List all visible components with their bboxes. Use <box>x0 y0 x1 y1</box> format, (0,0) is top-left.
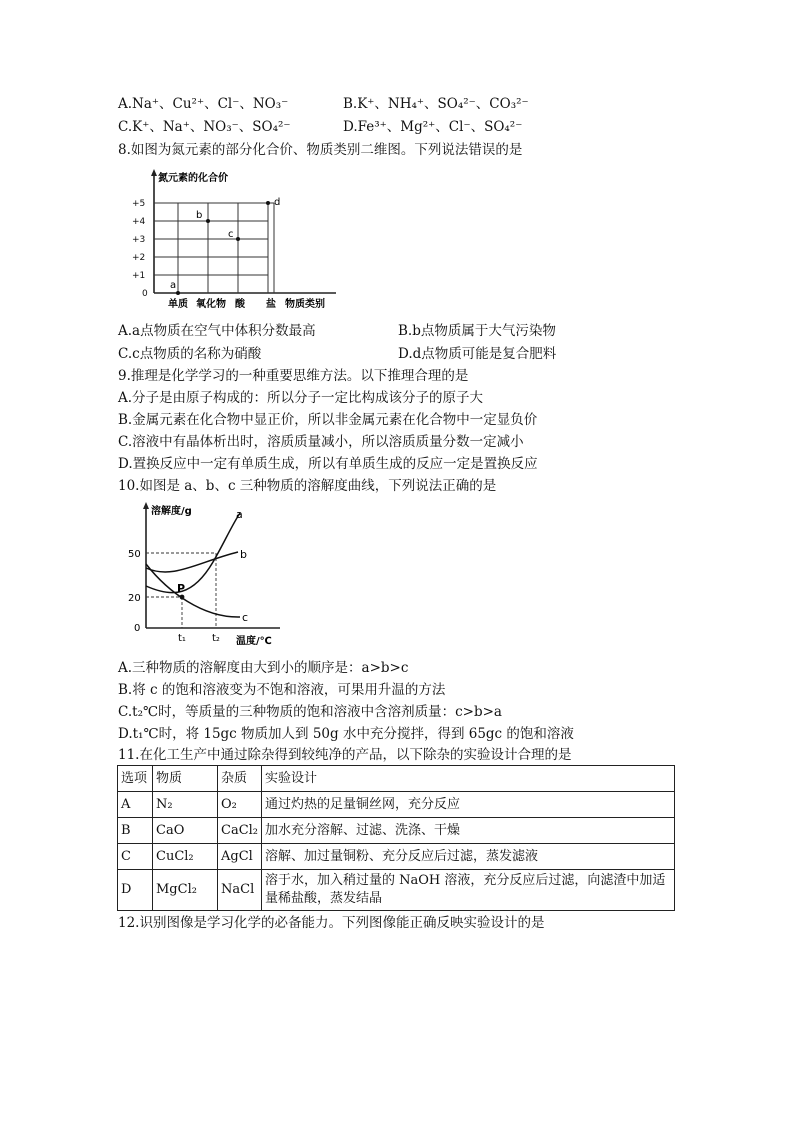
q8-xlabel: 物质类别 <box>285 299 325 310</box>
q8-point-b <box>206 219 210 223</box>
q10-curve-b <box>146 552 238 572</box>
q8-ytick: +2 <box>132 253 146 263</box>
q8-point-label-c: c <box>228 229 234 240</box>
q8-xtick: 单质 <box>168 299 188 310</box>
q8-ytick: +3 <box>132 235 146 245</box>
q10-point-label-p: P <box>177 582 186 595</box>
q10-point-p <box>180 595 185 600</box>
q10-xlabel: 温度/℃ <box>236 636 272 647</box>
q10-curve-label-c: c <box>242 611 249 624</box>
q7-option-c: C.K⁺、Na⁺、NO₃⁻、SO₄²⁻ <box>118 119 291 135</box>
table-cell: 溶解、加过量铜粉、充分反应后过滤，蒸发滤液 <box>262 844 675 870</box>
table-cell: AgCl <box>218 844 262 870</box>
q10-ytick: 0 <box>134 623 141 634</box>
q9-option-c: C.溶液中有晶体析出时，溶质质量减小，所以溶质质量分数一定减小 <box>118 434 524 450</box>
q9-option-d: D.置换反应中一定有单质生成，所以有单质生成的反应一定是置换反应 <box>118 456 538 472</box>
table-header: 实验设计 <box>262 766 675 792</box>
q10-option-a: A.三种物质的溶解度由大到小的顺序是：a>b>c <box>118 660 409 676</box>
q8-point-label-a: a <box>170 280 177 291</box>
q10-stem: 10.如图是 a、b、c 三种物质的溶解度曲线，下列说法正确的是 <box>118 478 497 494</box>
table-cell: O₂ <box>218 792 262 818</box>
q10-option-b: B.将 c 的饱和溶液变为不饱和溶液，可果用升温的方法 <box>118 682 446 698</box>
q10-curve-label-b: b <box>240 548 247 561</box>
table-cell: 通过灼热的足量铜丝网，充分反应 <box>262 792 675 818</box>
q11-stem: 11.在化工生产中通过除杂得到较纯净的产品，以下除杂的实验设计合理的是 <box>118 747 572 763</box>
q8-ytick: 0 <box>142 289 148 299</box>
q8-option-a: A.a点物质在空气中体积分数最高 <box>118 323 316 339</box>
q8-valence-chart <box>118 165 348 310</box>
q8-point-label-d: d <box>274 197 281 208</box>
q10-option-d: D.t₁℃时，将 15gc 物质加人到 50g 水中充分搅拌，得到 65gc 的饱和溶液 <box>118 726 574 742</box>
table-header: 杂质 <box>218 766 262 792</box>
q7-option-d: D.Fe³⁺、Mg²⁺、Cl⁻、SO₄²⁻ <box>343 119 523 135</box>
q8-xtick: 盐 <box>266 299 276 310</box>
table-header: 选项 <box>118 766 153 792</box>
q8-xtick: 酸 <box>235 299 245 310</box>
table-row <box>118 870 675 911</box>
table-row <box>118 792 675 818</box>
table-cell: 加水充分溶解、过滤、洗涤、干燥 <box>262 818 675 844</box>
q8-ylabel: 氮元素的化合价 <box>158 173 228 184</box>
q8-stem: 8.如图为氮元素的部分化合价、物质类别二维图。下列说法错误的是 <box>118 142 523 158</box>
q8-ytick: +5 <box>132 199 146 209</box>
table-cell: CaCl₂ <box>218 818 262 844</box>
table-cell: A <box>118 792 153 818</box>
table-cell: D <box>118 870 153 911</box>
q8-option-d: D.d点物质可能是复合肥料 <box>398 346 557 362</box>
q10-xtick: t₂ <box>212 633 220 644</box>
table-cell: C <box>118 844 153 870</box>
q8-option-b: B.b点物质属于大气污染物 <box>398 323 556 339</box>
table-cell: CaO <box>153 818 218 844</box>
q8-point-d <box>266 201 270 205</box>
table-cell: B <box>118 818 153 844</box>
table-header: 物质 <box>153 766 218 792</box>
q8-ytick: +4 <box>132 217 146 227</box>
table-row <box>118 844 675 870</box>
table-cell: N₂ <box>153 792 218 818</box>
table-cell: NaCl <box>218 870 262 911</box>
q9-stem: 9.推理是化学学习的一种重要思维方法。以下推理合理的是 <box>118 368 469 384</box>
q8-ytick: +1 <box>132 271 146 281</box>
table-cell: CuCl₂ <box>153 844 218 870</box>
q10-ytick: 20 <box>128 593 141 604</box>
q9-option-b: B.金属元素在化合物中显正价，所以非金属元素在化合物中一定显负价 <box>118 412 538 428</box>
q10-curve-label-a: a <box>236 508 243 521</box>
q11-table <box>117 765 675 911</box>
q9-option-a: A.分子是由原子构成的：所以分子一定比构成该分子的原子大 <box>118 390 484 406</box>
q8-point-a <box>176 291 180 295</box>
q10-ytick: 50 <box>128 549 141 560</box>
q8-option-c: C.c点物质的名称为硝酸 <box>118 346 262 362</box>
q7-option-a: A.Na⁺、Cu²⁺、Cl⁻、NO₃⁻ <box>118 96 289 112</box>
table-cell: 溶于水，加入稍过量的 NaOH 溶液，充分反应后过滤，向滤渣中加适量稀盐酸，蒸发结晶 <box>262 870 675 911</box>
table-header-row <box>118 766 675 792</box>
table-cell: MgCl₂ <box>153 870 218 911</box>
q10-option-c: C.t₂℃时，等质量的三种物质的饱和溶液中含溶剂质量：c>b>a <box>118 704 502 720</box>
q8-xtick: 氧化物 <box>196 299 226 310</box>
q10-solubility-chart <box>118 500 288 648</box>
q10-xtick: t₁ <box>178 633 186 644</box>
q8-point-label-b: b <box>196 210 203 221</box>
q12-stem: 12.识别图像是学习化学的必备能力。下列图像能正确反映实验设计的是 <box>118 915 545 931</box>
q7-option-b: B.K⁺、NH₄⁺、SO₄²⁻、CO₃²⁻ <box>343 96 529 112</box>
table-row <box>118 818 675 844</box>
q10-ylabel: 溶解度/g <box>151 506 192 517</box>
q8-point-c <box>236 237 240 241</box>
